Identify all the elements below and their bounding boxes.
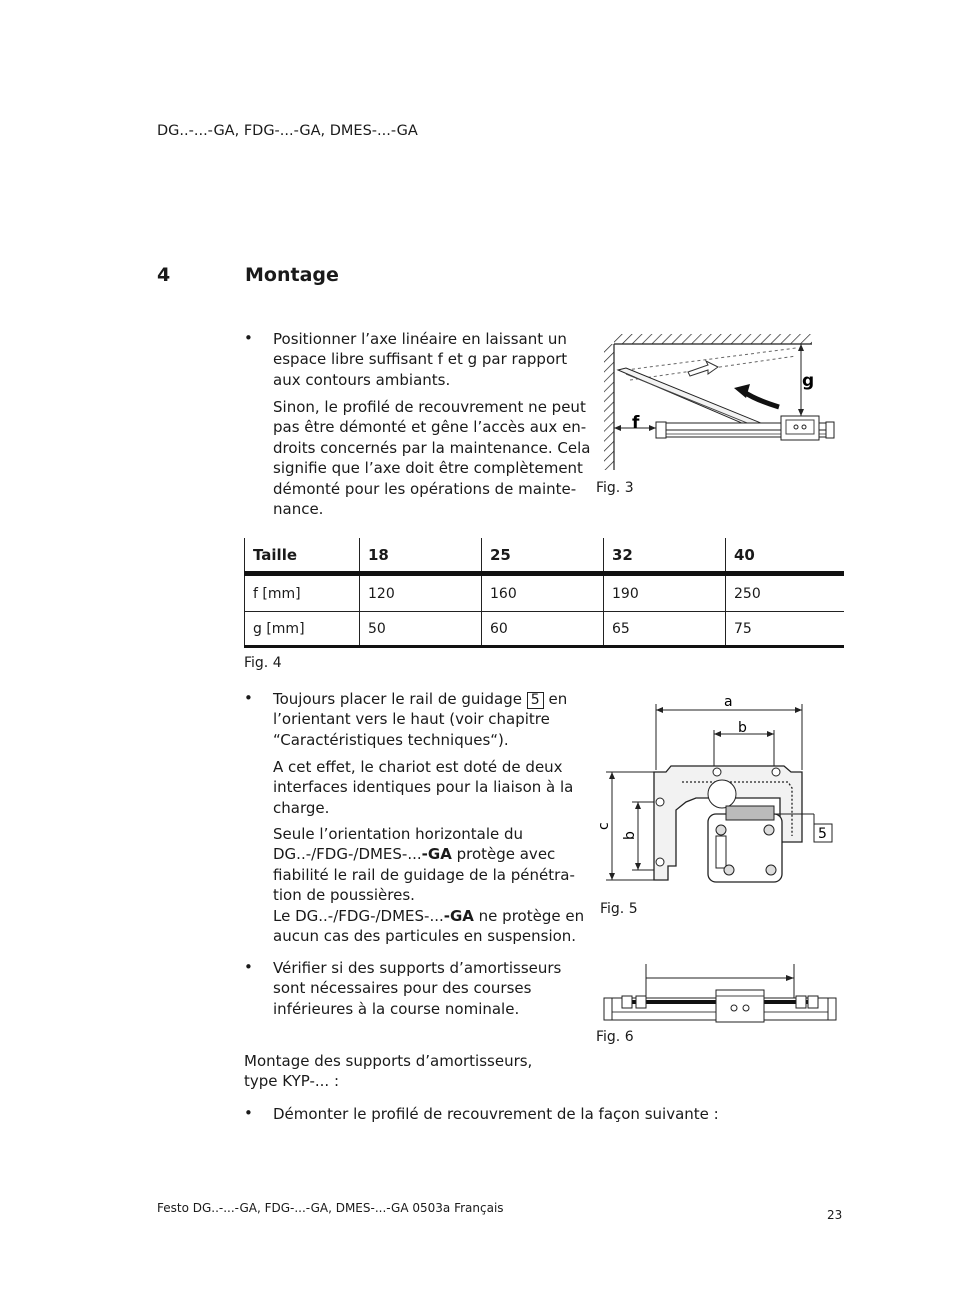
text-line: [273, 844, 584, 864]
table-cell: 50: [360, 612, 482, 647]
figure-3-clearance-drawing: [596, 330, 846, 475]
table-row: [245, 574, 845, 612]
text-line: Montage des supports d’amortisseurs,: [244, 1052, 533, 1070]
bullet-marker: •: [244, 689, 253, 707]
figure-3-label: Fig. 3: [596, 480, 634, 496]
figure-6-stroke-drawing: [600, 958, 840, 1028]
text-span: DG..-/FDG-/DMES-...: [273, 845, 422, 864]
table-cell: g [mm]: [245, 612, 360, 647]
callout-5-label: 5: [818, 826, 827, 842]
table-header-cell: Taille: [245, 538, 360, 574]
size-clearance-table: [244, 538, 844, 648]
running-header: DG..-...-GA, FDG-...-GA, DMES-...-GA: [157, 123, 418, 139]
bullet-text-clearance: [273, 329, 567, 390]
text-line: l’orientant vers le haut (voir chapitre: [273, 710, 550, 729]
figure-5-profile-section: [596, 690, 846, 895]
table-cell: 250: [726, 574, 845, 612]
dimension-c-label: c: [596, 822, 612, 830]
text-line: inférieures à la course nominale.: [273, 999, 520, 1018]
dimension-g-label: g: [802, 371, 815, 391]
text-span: Le DG..-/FDG-/DMES-...: [273, 906, 444, 925]
text-line: fiabilité le rail de guidage de la pénétra-: [273, 865, 575, 884]
text-line: [273, 906, 584, 926]
section-title: Montage: [245, 264, 339, 286]
table-header-cell: 40: [726, 538, 845, 574]
ceiling-hatch: [614, 334, 812, 344]
dimension-f-label: f: [632, 413, 640, 433]
table-header-cell: 25: [482, 538, 604, 574]
text-line: “Caractéristiques techniques“).: [273, 730, 509, 749]
text-line: aux contours ambiants.: [273, 370, 451, 389]
table-cell: f [mm]: [245, 574, 360, 612]
table-header-row: [245, 538, 845, 574]
bullet-marker: •: [244, 329, 253, 347]
figure-6-label: Fig. 6: [596, 1029, 634, 1045]
text-line: pas être démonté et gêne l’accès aux en-: [273, 418, 587, 437]
text-line: [273, 689, 567, 709]
dimension-a-label: a: [724, 694, 733, 710]
bullet-text-guide-rail: [273, 689, 567, 750]
text-bold: -GA: [443, 906, 474, 925]
text-line: droits concernés par la maintenance. Cela: [273, 438, 591, 457]
table-header-cell: 18: [360, 538, 482, 574]
text-line: démonté pour les opérations de mainte-: [273, 479, 577, 498]
text-span: ne protège en: [473, 906, 585, 925]
text-line: espace libre suffisant f et g par rapport: [273, 350, 568, 369]
table-cell: 75: [726, 612, 845, 647]
text-span: en: [548, 690, 568, 708]
text-line: A cet effet, le chariot est doté de deux: [273, 758, 563, 776]
wall-hatch: [604, 344, 614, 470]
text-line: Vérifier si des supports d’amortisseurs: [273, 959, 562, 977]
footer-text: Festo DG..-...-GA, FDG-...-GA, DMES-...-GA 0503a Français: [157, 1201, 504, 1215]
text-bold: -GA: [421, 845, 452, 864]
text-line: signifie que l’axe doit être complètement: [273, 459, 583, 478]
figure-5-label: Fig. 5: [600, 901, 638, 917]
paragraph-interfaces: [273, 757, 573, 818]
table-cell: 190: [604, 574, 726, 612]
table-cell: 160: [482, 574, 604, 612]
table-cell: 65: [604, 612, 726, 647]
text-line: tion de poussières.: [273, 886, 415, 905]
text-line: aucun cas des particules en suspension.: [273, 927, 577, 946]
dimension-b2-label: b: [622, 831, 638, 840]
callout-box: 5: [527, 692, 544, 709]
text-line: Sinon, le profilé de recouvrement ne peut: [273, 398, 586, 416]
figure-4-label: Fig. 4: [244, 655, 282, 671]
table-cell: 120: [360, 574, 482, 612]
text-span: Toujours placer le rail de guidage: [273, 690, 522, 708]
bullet-text-shock-absorbers: [273, 958, 561, 1019]
dimension-b-label: b: [738, 720, 747, 736]
bullet-text-remove-cover: Démonter le profilé de recouvrement de la façon suivante :: [273, 1105, 719, 1123]
section-number: 4: [157, 264, 171, 286]
text-line: sont nécessaires pour des courses: [273, 979, 532, 998]
page-number: 23: [827, 1208, 843, 1222]
text-line: nance.: [273, 500, 324, 519]
text-line: Positionner l’axe linéaire en laissant un: [273, 330, 567, 348]
text-line: type KYP-... :: [244, 1072, 339, 1091]
text-span: protège avec: [451, 845, 556, 864]
text-line: charge.: [273, 798, 330, 817]
paragraph-kyp-mounting: [244, 1051, 532, 1092]
bullet-marker: •: [244, 958, 253, 976]
text-line: Seule l’orientation horizontale du: [273, 825, 524, 843]
paragraph-consequence: [273, 397, 590, 519]
bullet-marker: •: [244, 1104, 253, 1122]
table-cell: 60: [482, 612, 604, 647]
table-header-cell: 32: [604, 538, 726, 574]
table-row: [245, 612, 845, 647]
paragraph-orientation: [273, 824, 584, 946]
text-line: interfaces identiques pour la liaison à la: [273, 778, 574, 797]
